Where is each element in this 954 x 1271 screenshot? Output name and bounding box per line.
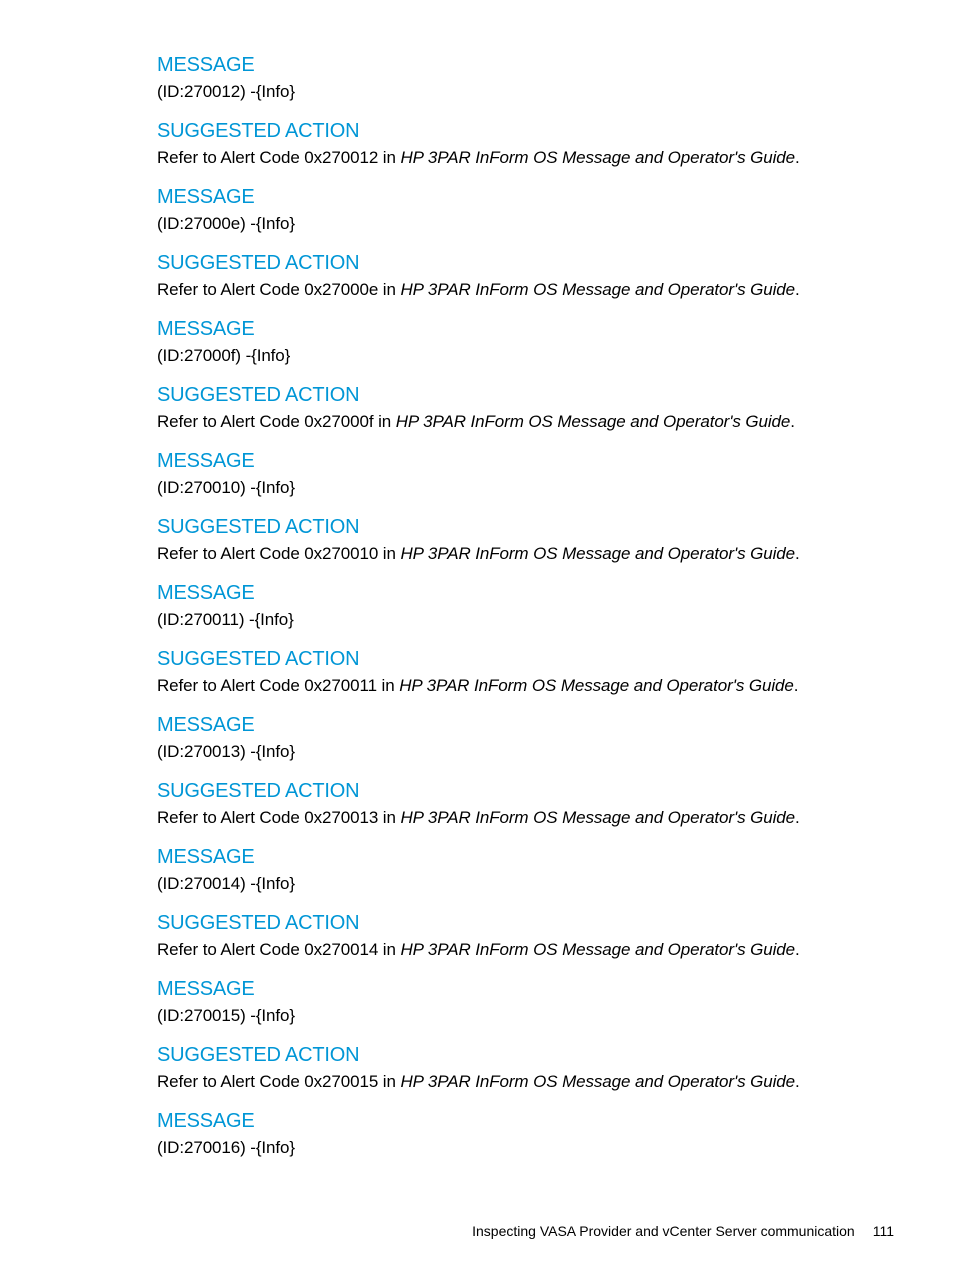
- suggested-action-entry: [157, 778, 857, 831]
- action-prefix: Refer to Alert Code 0x270010 in: [157, 544, 401, 563]
- action-suffix: .: [795, 808, 800, 827]
- message-heading: MESSAGE: [157, 54, 255, 76]
- guide-title: HP 3PAR InForm OS Message and Operator's Guide: [400, 940, 796, 959]
- suggested-action-entry: [157, 118, 857, 171]
- message-entry: [157, 844, 857, 897]
- message-heading: MESSAGE: [157, 582, 255, 604]
- document-body: [157, 52, 857, 1174]
- suggested-action-text: [157, 408, 857, 435]
- message-heading: MESSAGE: [157, 846, 255, 868]
- message-text: (ID:270014) -{Info}: [157, 874, 295, 893]
- action-suffix: .: [795, 544, 800, 563]
- suggested-action-entry: [157, 1042, 857, 1095]
- suggested-action-text: [157, 672, 857, 699]
- message-text: (ID:270011) -{Info}: [157, 610, 294, 629]
- guide-title: HP 3PAR InForm OS Message and Operator's Guide: [400, 280, 796, 299]
- suggested-action-entry: [157, 646, 857, 699]
- action-prefix: Refer to Alert Code 0x270012 in: [157, 148, 401, 167]
- message-text: (ID:270015) -{Info}: [157, 1006, 295, 1025]
- message-heading: MESSAGE: [157, 714, 255, 736]
- action-prefix: Refer to Alert Code 0x27000e in: [157, 280, 401, 299]
- message-heading: MESSAGE: [157, 186, 255, 208]
- suggested-action-text: [157, 936, 857, 963]
- message-heading: MESSAGE: [157, 978, 255, 1000]
- suggested-action-heading: SUGGESTED ACTION: [157, 780, 360, 802]
- action-prefix: Refer to Alert Code 0x270014 in: [157, 940, 401, 959]
- guide-title: HP 3PAR InForm OS Message and Operator's Guide: [395, 412, 791, 431]
- suggested-action-text: [157, 144, 857, 171]
- footer-section-title: Inspecting VASA Provider and vCenter Server communication: [472, 1223, 855, 1239]
- message-entry: [157, 580, 857, 633]
- message-entry: [157, 976, 857, 1029]
- message-entry: [157, 316, 857, 369]
- message-entry: [157, 1108, 857, 1161]
- action-suffix: .: [795, 148, 800, 167]
- action-prefix: Refer to Alert Code 0x270013 in: [157, 808, 401, 827]
- suggested-action-entry: [157, 514, 857, 567]
- message-text: (ID:270016) -{Info}: [157, 1138, 295, 1157]
- action-suffix: .: [793, 676, 799, 695]
- action-suffix: .: [795, 1072, 800, 1091]
- message-text: (ID:270013) -{Info}: [157, 742, 295, 761]
- guide-title: HP 3PAR InForm OS Message and Operator's Guide: [400, 808, 796, 827]
- message-text: (ID:27000e) -{Info}: [157, 214, 295, 233]
- suggested-action-entry: [157, 250, 857, 303]
- suggested-action-heading: SUGGESTED ACTION: [157, 1044, 360, 1066]
- message-entry: [157, 448, 857, 501]
- suggested-action-heading: SUGGESTED ACTION: [157, 384, 360, 406]
- guide-title: HP 3PAR InForm OS Message and Operator's Guide: [400, 1072, 796, 1091]
- message-heading: MESSAGE: [157, 450, 255, 472]
- message-entry: [157, 184, 857, 237]
- guide-title: HP 3PAR InForm OS Message and Operator's Guide: [399, 676, 794, 695]
- message-entry: [157, 52, 857, 105]
- message-heading: MESSAGE: [157, 1110, 255, 1132]
- suggested-action-text: [157, 540, 857, 567]
- page-number: 111: [872, 1223, 894, 1239]
- message-text: (ID:270012) -{Info}: [157, 82, 295, 101]
- guide-title: HP 3PAR InForm OS Message and Operator's Guide: [400, 544, 796, 563]
- suggested-action-text: [157, 276, 857, 303]
- suggested-action-heading: SUGGESTED ACTION: [157, 252, 360, 274]
- suggested-action-entry: [157, 910, 857, 963]
- message-heading: MESSAGE: [157, 318, 255, 340]
- action-prefix: Refer to Alert Code 0x270011 in: [157, 676, 400, 695]
- suggested-action-text: [157, 1068, 857, 1095]
- suggested-action-heading: SUGGESTED ACTION: [157, 912, 360, 934]
- suggested-action-heading: SUGGESTED ACTION: [157, 516, 360, 538]
- message-text: (ID:270010) -{Info}: [157, 478, 295, 497]
- suggested-action-entry: [157, 382, 857, 435]
- action-prefix: Refer to Alert Code 0x270015 in: [157, 1072, 401, 1091]
- suggested-action-heading: SUGGESTED ACTION: [157, 120, 360, 142]
- suggested-action-text: [157, 804, 857, 831]
- action-suffix: .: [795, 280, 800, 299]
- page-footer: [0, 1221, 894, 1241]
- action-prefix: Refer to Alert Code 0x27000f in: [157, 412, 396, 431]
- guide-title: HP 3PAR InForm OS Message and Operator's Guide: [400, 148, 796, 167]
- suggested-action-heading: SUGGESTED ACTION: [157, 648, 360, 670]
- message-text: (ID:27000f) -{Info}: [157, 346, 291, 365]
- action-suffix: .: [790, 412, 795, 431]
- action-suffix: .: [795, 940, 800, 959]
- message-entry: [157, 712, 857, 765]
